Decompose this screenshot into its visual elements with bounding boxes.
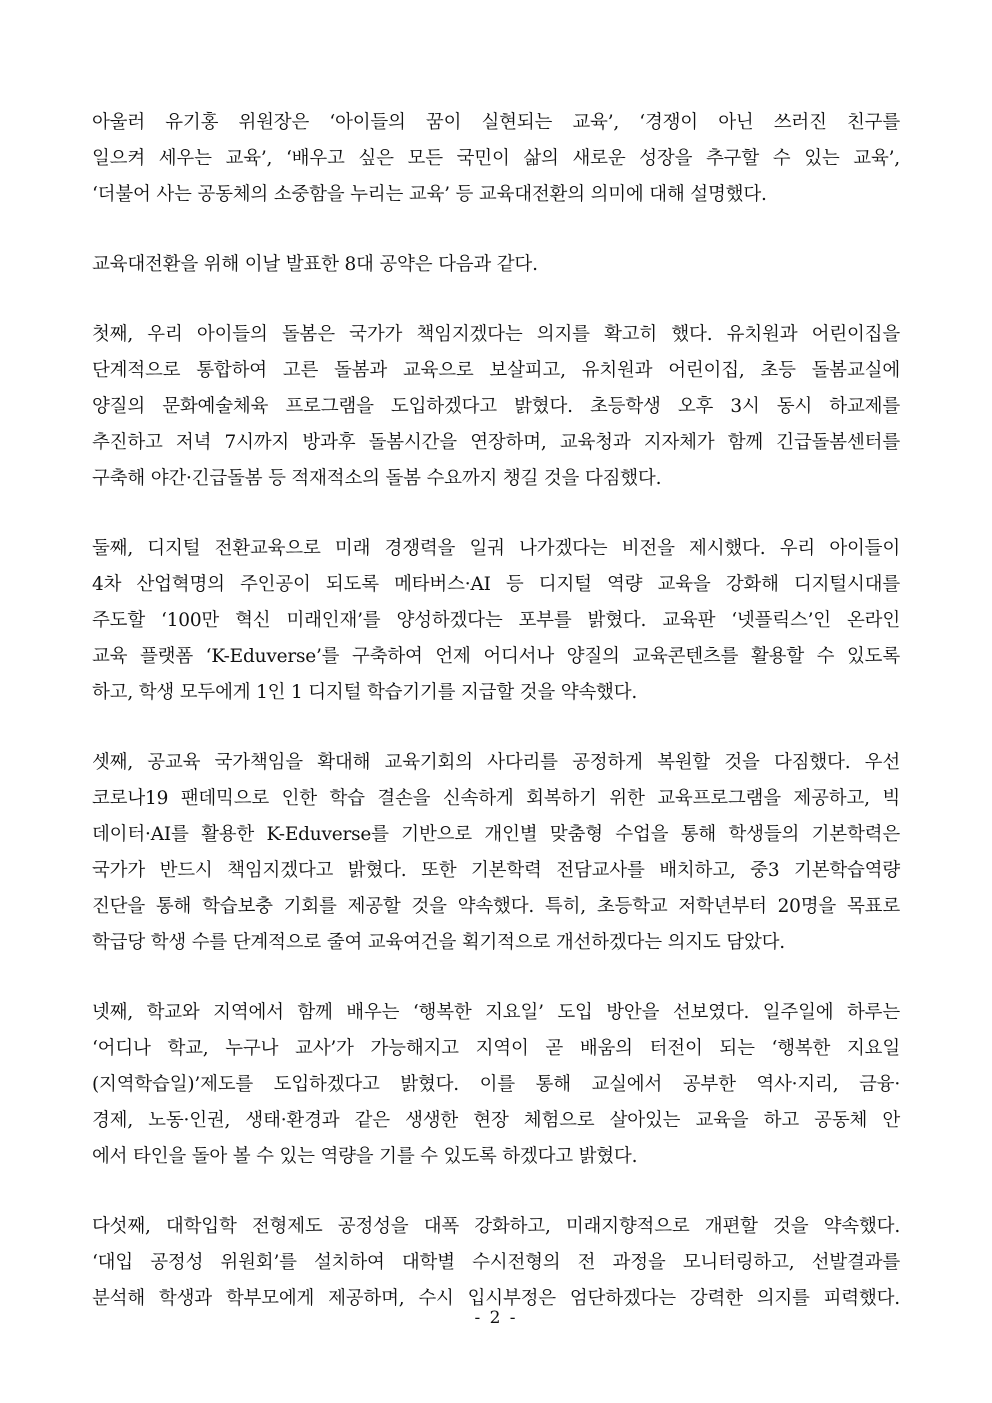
paragraph-pledge-1 [92,317,900,497]
text-line: 단계적으로 통합하여 고른 돌봄과 교육으로 보살피고, 유치원과 어린이집, 초등 돌봄교실에 [92,360,900,381]
text-line: 다섯째, 대학입학 전형제도 공정성을 대폭 강화하고, 미래지향적으로 개편할 것을 약속했다. [92,1216,900,1237]
page-number: - 2 - [474,1308,518,1328]
paragraph-pledge-2 [92,531,900,711]
text-line: 진단을 통해 학습보충 기회를 제공할 것을 약속했다. 특히, 초등학교 저학년부터 20명을 목표로 [92,896,900,917]
text-line: 하고, 학생 모두에게 1인 1 디지털 학습기기를 지급할 것을 약속했다. [92,682,638,703]
paragraph-pledge-3 [92,745,900,961]
text-line: 학급당 학생 수를 단계적으로 줄여 교육여건을 획기적으로 개선하겠다는 의지도 담았다. [92,932,785,953]
text-line: 양질의 문화예술체육 프로그램을 도입하겠다고 밝혔다. 초등학생 오후 3시 동시 하교제를 [92,396,900,417]
text-line: 일으켜 세우는 교육’, ‘배우고 싶은 모든 국민이 삶의 새로운 성장을 추구할 수 있는 교육’, [92,148,900,169]
text-line: ‘어디나 학교, 누구나 교사’가 가능해지고 지역이 곧 배움의 터전이 되는 ‘행복한 지요일 [92,1038,900,1059]
text-line: ‘대입 공정성 위원회’를 설치하여 대학별 수시전형의 전 과정을 모니터링하고, 선발결과를 [92,1252,900,1273]
text-line: 데이터·AI를 활용한 K-Eduverse를 기반으로 개인별 맞춤형 수업을 통해 학생들의 기본학력은 [92,824,900,845]
document-body [92,105,900,1351]
text-line: 둘째, 디지털 전환교육으로 미래 경쟁력을 일궈 나가겠다는 비전을 제시했다. 우리 아이들이 [92,538,900,559]
text-line: (지역학습일)’제도를 도입하겠다고 밝혔다. 이를 통해 교실에서 공부한 역사·지리, 금융· [92,1074,900,1095]
text-line: 코로나19 팬데믹으로 인한 학습 결손을 신속하게 회복하기 위한 교육프로그램을 제공하고, 빅 [92,788,900,809]
text-line: 주도할 ‘100만 혁신 미래인재’를 양성하겠다는 포부를 밝혔다. 교육판 ‘넷플릭스’인 온라인 [92,610,900,631]
paragraph-intro [92,105,900,213]
text-line: 분석해 학생과 학부모에게 제공하며, 수시 입시부정은 엄단하겠다는 강력한 의지를 피력했다. [92,1288,900,1309]
paragraph-pledge-4 [92,995,900,1175]
text-line: 교육대전환을 위해 이날 발표한 8대 공약은 다음과 같다. [92,254,538,275]
paragraph-pledges-intro [92,247,900,283]
text-line: 넷째, 학교와 지역에서 함께 배우는 ‘행복한 지요일’ 도입 방안을 선보였다. 일주일에 하루는 [92,1002,900,1023]
text-line: 국가가 반드시 책임지겠다고 밝혔다. 또한 기본학력 전담교사를 배치하고, 중3 기본학습역량 [92,860,900,881]
text-line: 아울러 유기홍 위원장은 ‘아이들의 꿈이 실현되는 교육’, ‘경쟁이 아닌 쓰러진 친구를 [92,112,900,133]
text-line: 첫째, 우리 아이들의 돌봄은 국가가 책임지겠다는 의지를 확고히 했다. 유치원과 어린이집을 [92,324,900,345]
paragraph-pledge-5 [92,1209,900,1317]
text-line: 4차 산업혁명의 주인공이 되도록 메타버스·AI 등 디지털 역량 교육을 강화해 디지털시대를 [92,574,900,595]
text-line: 경제, 노동·인권, 생태·환경과 같은 생생한 현장 체험으로 살아있는 교육을 하고 공동체 안 [92,1110,900,1131]
text-line: 구축해 야간·긴급돌봄 등 적재적소의 돌봄 수요까지 챙길 것을 다짐했다. [92,468,662,489]
text-line: 셋째, 공교육 국가책임을 확대해 교육기회의 사다리를 공정하게 복원할 것을 다짐했다. 우선 [92,752,900,773]
text-line: 추진하고 저녁 7시까지 방과후 돌봄시간을 연장하며, 교육청과 지자체가 함께 긴급돌봄센터를 [92,432,900,453]
text-line: 에서 타인을 돌아 볼 수 있는 역량을 기를 수 있도록 하겠다고 밝혔다. [92,1146,638,1167]
text-line: 교육 플랫폼 ‘K-Eduverse’를 구축하여 언제 어디서나 양질의 교육콘텐츠를 활용할 수 있도록 [92,646,900,667]
text-line: ‘더불어 사는 공동체의 소중함을 누리는 교육’ 등 교육대전환의 의미에 대해 설명했다. [92,184,767,205]
